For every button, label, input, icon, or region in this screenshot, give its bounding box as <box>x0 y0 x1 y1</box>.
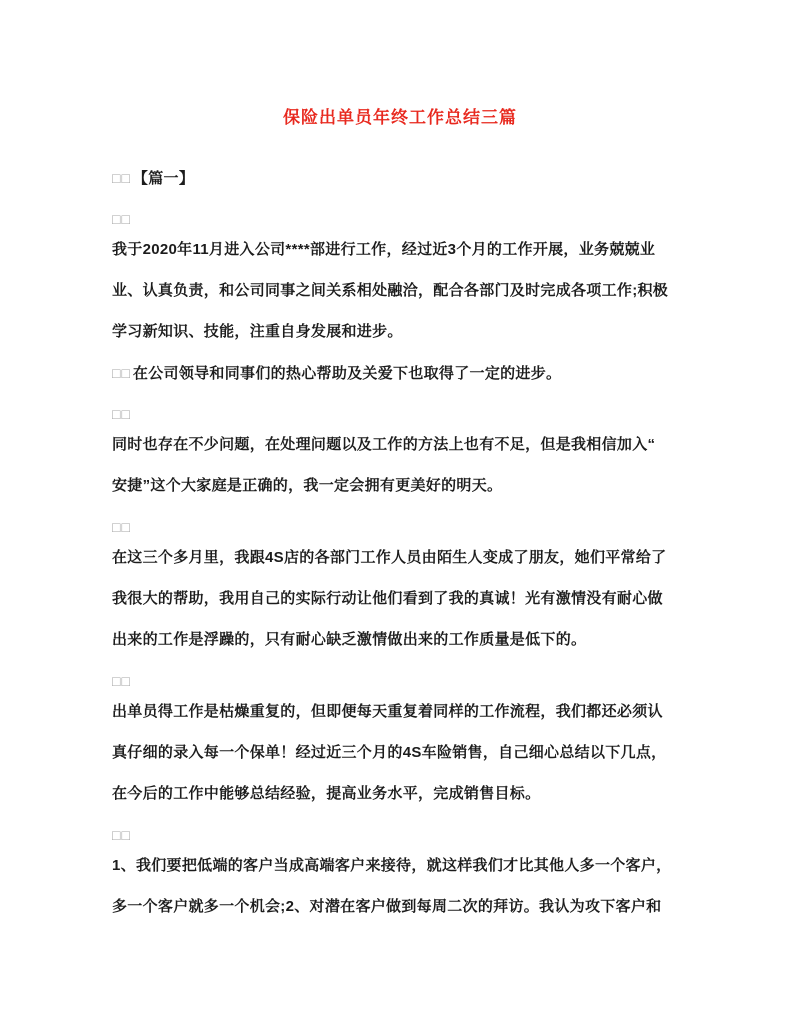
line-text: 出单员得工作是枯燥重复的，但即便每天重复着同样的工作流程，我们都还必须认 <box>112 703 663 720</box>
line-text: 在公司领导和同事们的热心帮助及关爱下也取得了一定的进步。 <box>132 365 562 382</box>
document-title: 保险出单员年终工作总结三篇 <box>283 108 517 127</box>
blank-line <box>112 825 688 856</box>
blank-line <box>112 209 688 240</box>
text-line <box>112 589 688 630</box>
blank-line <box>112 404 688 435</box>
text-line <box>112 476 688 517</box>
line-text: 业、认真负责，和公司同事之间关系相处融洽，配合各部门及时完成各项工作;积极 <box>112 282 669 299</box>
text-line <box>112 322 688 363</box>
text-line <box>112 168 688 209</box>
line-text: 安捷”这个大家庭是正确的，我一定会拥有更美好的明天。 <box>112 477 503 494</box>
placeholder-box-glyphs: □□ <box>112 406 131 422</box>
placeholder-box-glyphs: □□ <box>112 673 131 689</box>
document-body <box>112 168 688 938</box>
line-text: 我于2020年11月进入公司****部进行工作，经过近3个月的工作开展，业务兢兢业 <box>112 241 656 258</box>
placeholder-box-glyphs: □□ <box>112 170 131 186</box>
line-text: 1、我们要把低端的客户当成高端客户来接待，就这样我们才比其他人多一个客户， <box>112 857 672 874</box>
placeholder-box-glyphs: □□ <box>112 519 131 535</box>
line-text: 真仔细的录入每一个保单！经过近三个月的4S车险销售，自己细心总结以下几点， <box>112 744 667 761</box>
text-line <box>112 281 688 322</box>
placeholder-box-glyphs: □□ <box>112 211 131 227</box>
line-text: 同时也存在不少问题，在处理问题以及工作的方法上也有不足，但是我相信加入“ <box>112 436 656 453</box>
line-text: 在今后的工作中能够总结经验，提高业务水平，完成销售目标。 <box>112 785 541 802</box>
blank-line <box>112 517 688 548</box>
line-text: 在这三个多月里，我跟4S店的各部门工作人员由陌生人变成了朋友，她们平常给了 <box>112 549 667 566</box>
placeholder-box-glyphs: □□ <box>112 827 131 843</box>
line-text: 我很大的帮助，我用自己的实际行动让他们看到了我的真诚！光有激情没有耐心做 <box>112 590 663 607</box>
text-line <box>112 363 688 404</box>
text-line <box>112 240 688 281</box>
text-line <box>112 435 688 476</box>
line-text: 【篇一】 <box>132 170 195 187</box>
placeholder-box-glyphs: □□ <box>112 365 131 381</box>
text-line <box>112 743 688 784</box>
text-line <box>112 856 688 897</box>
line-text: 多一个客户就多一个机会;2、对潜在客户做到每周二次的拜访。我认为攻下客户和 <box>112 898 662 915</box>
text-line <box>112 630 688 671</box>
line-text: 出来的工作是浮躁的，只有耐心缺乏激情做出来的工作质量是低下的。 <box>112 631 587 648</box>
line-text: 学习新知识、技能，注重自身发展和进步。 <box>112 323 403 340</box>
blank-line <box>112 671 688 702</box>
text-line <box>112 897 688 938</box>
text-line <box>112 548 688 589</box>
text-line <box>112 784 688 825</box>
text-line <box>112 702 688 743</box>
